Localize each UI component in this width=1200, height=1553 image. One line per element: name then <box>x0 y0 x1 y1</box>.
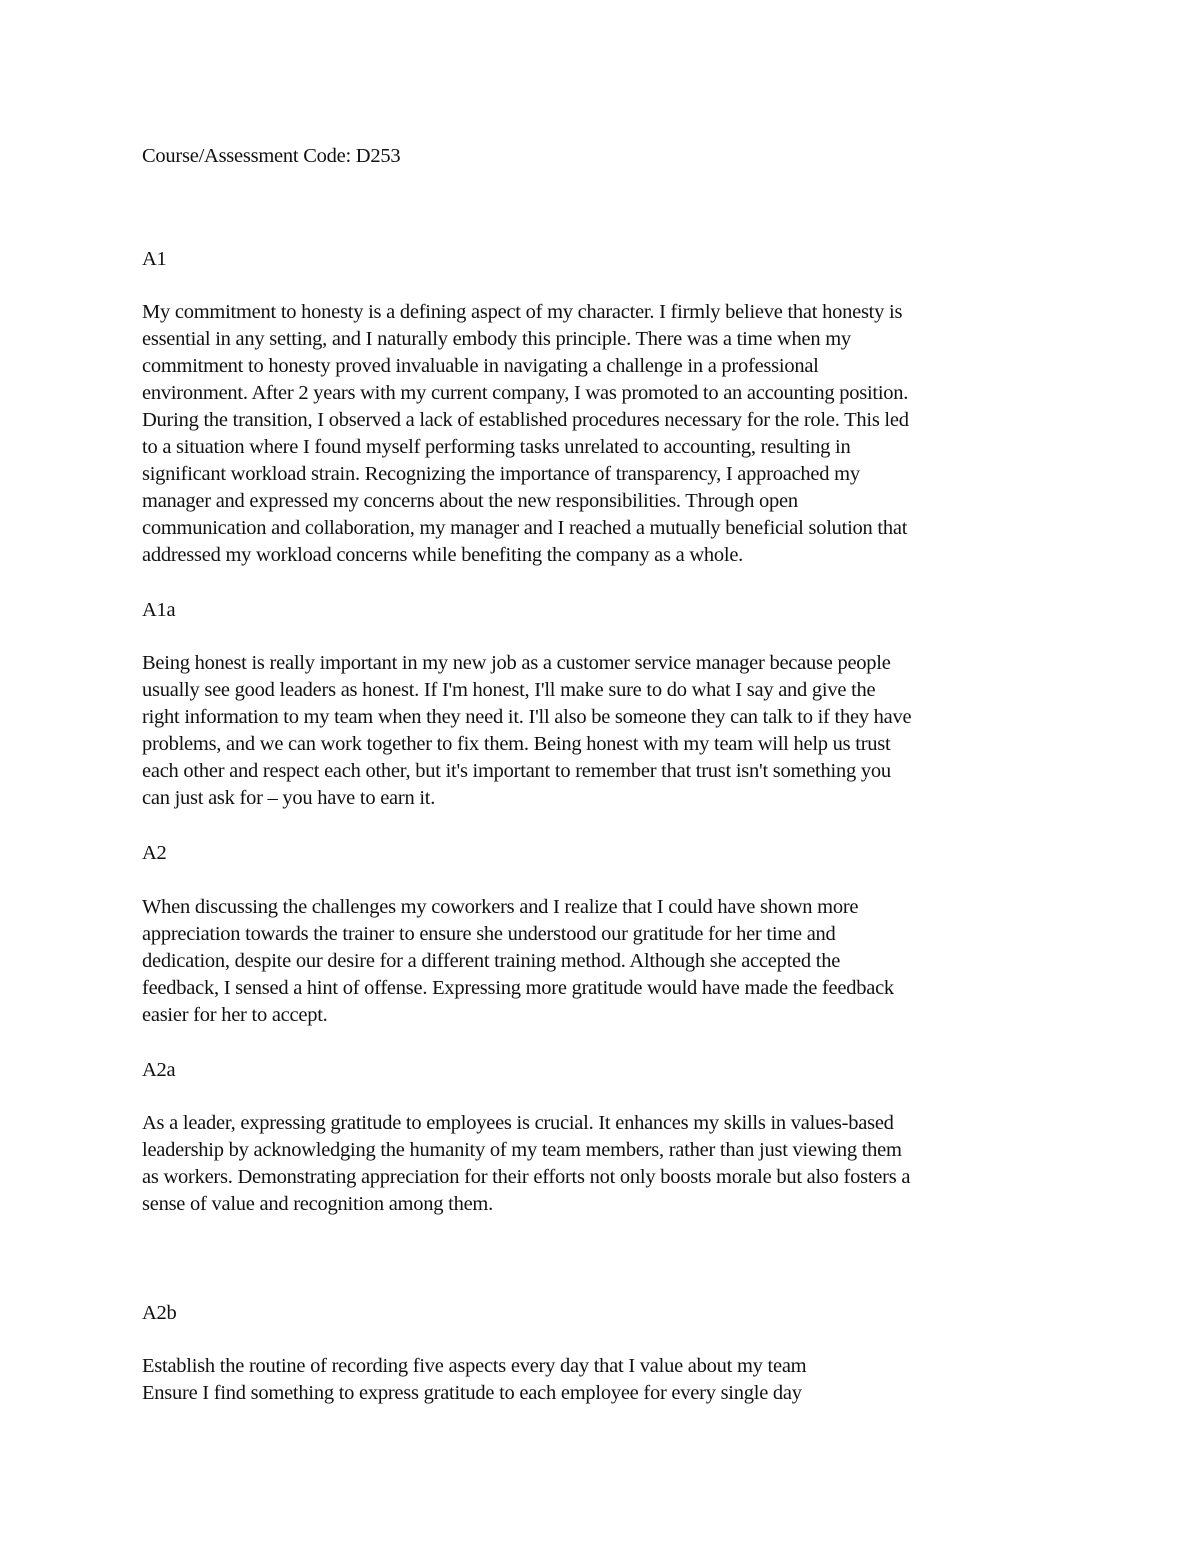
text-line: can just ask for – you have to earn it. <box>142 787 436 809</box>
text-line: When discussing the challenges my coworkers and I realize that I could have shown more <box>142 896 859 918</box>
text-line: leadership by acknowledging the humanity of my team members, rather than just viewing them <box>142 1139 902 1161</box>
text-line: dedication, despite our desire for a different training method. Although she accepted the <box>142 950 841 972</box>
text-line: appreciation towards the trainer to ensure she understood our gratitude for her time and <box>142 923 836 945</box>
text-line: essential in any setting, and I naturally embody this principle. There was a time when my <box>142 328 851 350</box>
section-heading-a2b: A2b <box>142 1302 177 1324</box>
text-line: right information to my team when they need it. I'll also be someone they can talk to if they have <box>142 706 912 728</box>
text-line: usually see good leaders as honest. If I'm honest, I'll make sure to do what I say and give the <box>142 679 876 701</box>
text-line: feedback, I sensed a hint of offense. Expressing more gratitude would have made the feedback <box>142 977 894 999</box>
section-body-a2b <box>142 1353 1067 1407</box>
section-heading-a2a: A2a <box>142 1059 176 1081</box>
text-line: environment. After 2 years with my current company, I was promoted to an accounting position. <box>142 382 909 404</box>
text-line: easier for her to accept. <box>142 1004 328 1026</box>
course-code: Course/Assessment Code: D253 <box>142 145 401 167</box>
section-body-a2 <box>142 894 1067 1029</box>
section-body-a1a <box>142 650 1067 812</box>
section-heading-a1a: A1a <box>142 599 176 621</box>
section-heading-a1: A1 <box>142 248 167 270</box>
text-line: Being honest is really important in my new job as a customer service manager because people <box>142 652 891 674</box>
text-line: Ensure I find something to express gratitude to each employee for every single day <box>142 1382 802 1404</box>
text-line: My commitment to honesty is a defining aspect of my character. I firmly believe that honesty is <box>142 301 903 323</box>
text-line: significant workload strain. Recognizing the importance of transparency, I approached my <box>142 463 860 485</box>
text-line: as workers. Demonstrating appreciation for their efforts not only boosts morale but also fosters a <box>142 1166 911 1188</box>
text-line: problems, and we can work together to fix them. Being honest with my team will help us trust <box>142 733 891 755</box>
text-line: commitment to honesty proved invaluable in navigating a challenge in a professional <box>142 355 819 377</box>
text-line: each other and respect each other, but it's important to remember that trust isn't something you <box>142 760 891 782</box>
text-line: As a leader, expressing gratitude to employees is crucial. It enhances my skills in values-based <box>142 1112 894 1134</box>
text-line: Establish the routine of recording five aspects every day that I value about my team <box>142 1355 807 1377</box>
text-line: communication and collaboration, my manager and I reached a mutually beneficial solution that <box>142 517 908 539</box>
text-line: During the transition, I observed a lack of established procedures necessary for the role. This led <box>142 409 909 431</box>
section-body-a2a <box>142 1110 1067 1218</box>
text-line: sense of value and recognition among them. <box>142 1193 493 1215</box>
text-line: manager and expressed my concerns about the new responsibilities. Through open <box>142 490 798 512</box>
text-line: to a situation where I found myself performing tasks unrelated to accounting, resulting in <box>142 436 851 458</box>
section-heading-a2: A2 <box>142 842 167 864</box>
text-line: addressed my workload concerns while benefiting the company as a whole. <box>142 544 744 566</box>
section-body-a1 <box>142 299 1067 569</box>
